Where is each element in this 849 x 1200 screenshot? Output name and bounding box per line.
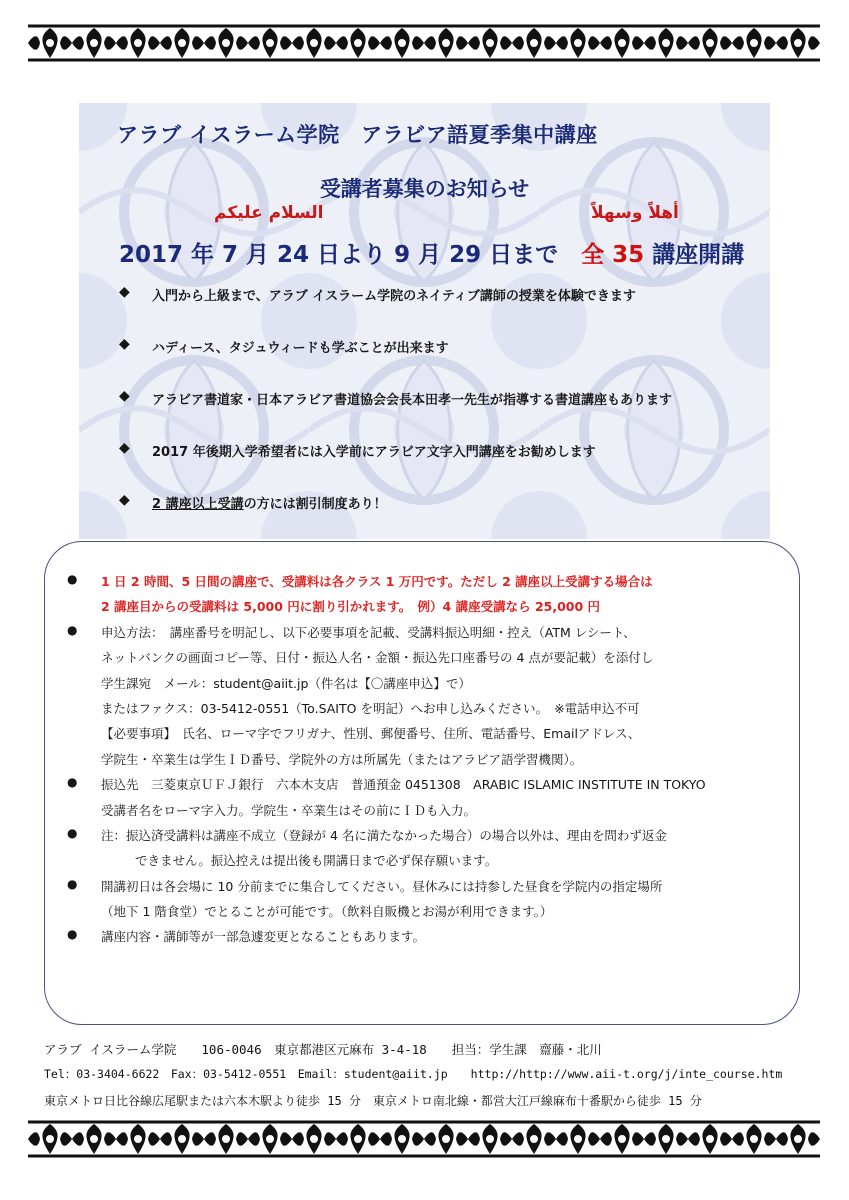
diamond-icon: ◆ <box>119 284 130 300</box>
refund-note: ● 注：振込済受講料は講座不成立（登録が 4 名に満たなかった場合）の場合以外は、理由を問わず返金 <box>67 825 667 843</box>
fee-info: ● 1 日 2 時間、5 日間の講座で、受講料は各クラス 1 万円です。ただし 2 講座以上受講する場合は <box>67 572 653 589</box>
feature-item: ◆ ハディース、タジュウィードも学ぶことが出来ます <box>119 336 449 356</box>
feature-item: ◆ 2017 年後期入学希望者には入学前にアラビア文字入門講座をお勧めします <box>119 440 596 460</box>
bullet-icon: ● <box>67 927 78 942</box>
discount-condition: 2 講座以上受講 <box>152 497 244 512</box>
first-day-info: ● 開講初日は各会場に 10 分前までに集合してください。昼休みには持参した昼食を学院内の指定場所 <box>67 876 663 894</box>
course-dates <box>119 236 744 269</box>
bullet-icon: ● <box>67 572 78 586</box>
dates-text: 2017 年 7 月 24 日より 9 月 29 日まで <box>119 242 582 268</box>
footer-access: 東京メトロ日比谷線広尾駅または六本木駅より徒歩 15 分 東京メトロ南北線・都営大江戸線麻布十番駅から徒歩 15 分 <box>44 1094 702 1108</box>
diamond-icon: ◆ <box>119 440 130 456</box>
required-items: 【必要事項】 氏名、ローマ字でフリガナ、性別、郵便番号、住所、電話番号、Emailアドレス、 <box>101 726 641 742</box>
diamond-icon: ◆ <box>119 336 130 352</box>
bullet-icon: ● <box>67 775 78 790</box>
bullet-icon: ● <box>67 622 78 637</box>
footer-contact: Tel：03-3404-6622 Fax：03-5412-0551 Email：student@aiit.jp http://http://www.aii-t.org/j/inte_course.htm <box>44 1067 783 1081</box>
diamond-icon: ◆ <box>119 388 130 404</box>
top-decorative-border <box>28 22 820 64</box>
dates-suffix: 講座開講 <box>644 242 745 268</box>
feature-item-discount: ◆ 2 講座以上受講の方には割引制度あり！ <box>119 492 387 512</box>
bank-transfer-info: ● 振込先 三菱東京ＵＦＪ銀行 六本木支店 普通預金 0451308 ARABIC ISLAMIC INSTITUTE IN TOKYO <box>67 775 706 793</box>
feature-item: ◆ アラビア書道家・日本アラビア書道協会会長本田孝一先生が指導する書道講座もあります <box>119 388 673 408</box>
diamond-icon: ◆ <box>119 492 130 508</box>
bottom-decorative-border <box>28 1118 820 1160</box>
subtitle: 受講者募集のお知らせ <box>319 177 530 201</box>
arabic-greeting-salam: السلام عليكم <box>214 203 324 223</box>
application-method: ● 申込方法： 講座番号を明記し、以下必要事項を記載、受講料振込明細・控え（ATM レシート、 <box>67 622 636 640</box>
feature-list <box>119 285 769 539</box>
email-contact: 学生課宛 メール：student@aiit.jp（件名は【〇講座申込】で） <box>101 675 471 691</box>
bullet-icon: ● <box>67 876 78 891</box>
course-count: 全 35 <box>581 242 645 268</box>
change-notice: ● 講座内容・講師等が一部急遽変更となることもあります。 <box>67 927 426 945</box>
main-title: アラブ イスラーム学院 アラビア語夏季集中講座 <box>117 123 598 147</box>
arabic-greeting-welcome: أهلاً وسهلاً <box>591 203 679 223</box>
fax-contact: またはファクス：03-5412-0551（To.SAITO を明記）へお申し込みください。 ※電話申込不可 <box>101 700 640 716</box>
hero-banner <box>79 103 770 539</box>
feature-item: ◆ 入門から上級まで、アラブ イスラーム学院のネイティブ講師の授業を体験できます <box>119 284 636 304</box>
footer-address: アラブ イスラーム学院 106-0046 東京都港区元麻布 3-4-18 担当：学生課 齋藤・北川 <box>44 1042 602 1057</box>
details-panel: ● 1 日 2 時間、5 日間の講座で、受講料は各クラス 1 万円です。ただし 2 講座以上受講する場合は 2 講座目からの受講料は 5,000 円に割り引かれます。 例）4 講座受講なら 25,000 円 ● 申込方法： 講座番号を明記し、以下必要事項を記載、受講料振込明細・控え（ATM レシート、 ネットバンクの画面コピー等、日付・振込人名・金額・振込先口座番号の 4 点が要記載）を添付し 学生課宛 メール：student@aiit.jp（件名は【〇講座申込】で） またはファクス：03-5412-0551（To.SAITO を明記）へお申し込みください。 ※電話申込不可 【必要事項】 氏名、ローマ字でフリガナ、性別、郵便番号、住所、電話番号、Emailアドレス、 学院生・卒業生は学生ＩＤ番号、学院外の方は所属先（またはアラビア語学習機関）。 ● 振込先 三菱東京ＵＦＪ銀行 六本木支店 普通預金 0451308 ARABIC ISLAMIC INSTITUTE IN TOKYO 受講者名をローマ字入力。学院生・卒業生はその前にＩＤも入力。 ● 注：振込済受講料は講座不成立（登録が 4 名に満たなかった場合）の場合以外は、理由を問わず返金 できません。振込控えは提出後も開講日まで必ず保存願います。 ● 開講初日は各会場に 10 分前までに集合してください。昼休みには持参した昼食を学院内の指定場所 （地下 1 階食堂）でとることが可能です。（飲料自販機とお湯が利用できます。） ● 講座内容・講師等が一部急遽変更となることもあります。 <box>44 541 800 1025</box>
bullet-icon: ● <box>67 825 78 840</box>
